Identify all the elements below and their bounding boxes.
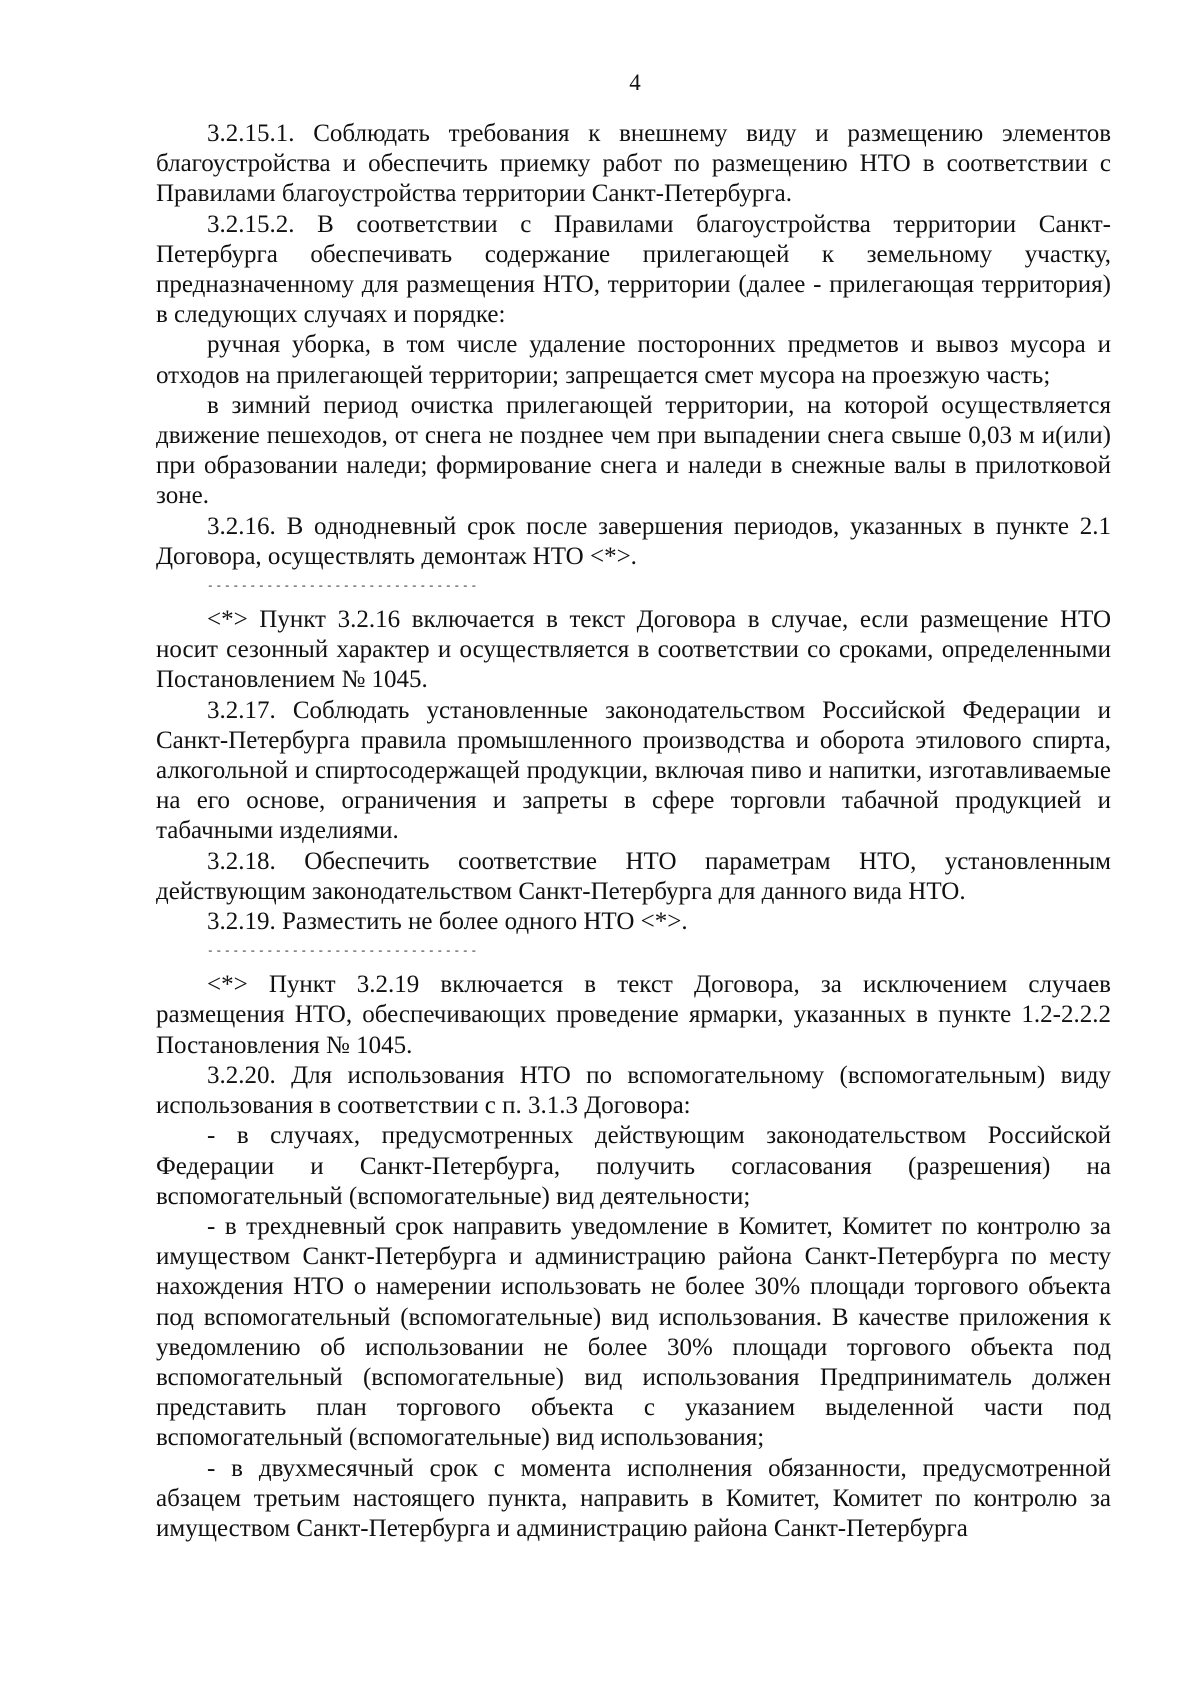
footnote-3-2-16: <*> Пункт 3.2.16 включается в текст Договора в случае, если размещение НТО носит сезонный характер и осуществляется в соответствии со сроками, определенными Постановлением № 1045. [156, 606, 1111, 694]
footnote-separator: -------------------------------- [207, 946, 480, 959]
clause-3-2-15-2-manual-cleaning: ручная уборка, в том числе удаление посторонних предметов и вывоз мусора и отходов на прилегающей территории; запрещается смет мусора на проезжую часть; [156, 331, 1111, 389]
footnote-separator: -------------------------------- [207, 581, 480, 594]
footnote-3-2-19: <*> Пункт 3.2.19 включается в текст Договора, за исключением случаев размещения НТО, обеспечивающих проведение ярмарки, указанных в пункте 1.2-2.2.2 Постановления № 1045. [156, 971, 1111, 1059]
clause-3-2-15-1: 3.2.15.1. Соблюдать требования к внешнему виду и размещению элементов благоустройства и обеспечить приемку работ по размещению НТО в соответствии с Правилами благоустройства территории Санкт-Петербурга. [156, 120, 1111, 208]
clause-3-2-20-item-two-month: - в двухмесячный срок с момента исполнения обязанности, предусмотренной абзацем третьим настоящего пункта, направить в Комитет, Комитет по контролю за имуществом Санкт-Петербурга и администрацию района Санкт-Петербурга [156, 1454, 1111, 1542]
clause-3-2-17: 3.2.17. Соблюдать установленные законодательством Российской Федерации и Санкт-Петербурга правила промышленного производства и оборота этилового спирта, алкогольной и спиртосодержащей продукции, включая пиво и напитки, изготавливаемые на его основе, ограничения и запреты в сфере торговли табачной продукцией и табачными изделиями. [156, 696, 1111, 845]
clause-3-2-20: 3.2.20. Для использования НТО по вспомогательному (вспомогательным) виду использования в соответствии с п. 3.1.3 Договора: [156, 1061, 1111, 1120]
document-body [156, 119, 1111, 1544]
clause-3-2-19: 3.2.19. Разместить не более одного НТО <*>. [207, 908, 688, 936]
clause-3-2-15-2: 3.2.15.2. В соответствии с Правилами благоустройства территории Санкт-Петербурга обеспечивать содержание прилегающей к земельному участку, предназначенному для размещения НТО, территории (далее - прилегающая территория) в следующих случаях и порядке: [156, 210, 1111, 329]
clause-3-2-20-item-notification: - в трехдневный срок направить уведомление в Комитет, Комитет по контролю за имуществом Санкт-Петербурга и администрацию района Санкт-Петербурга по месту нахождения НТО о намерении использовать не более 30% площади торгового объекта под вспомогательный (вспомогательные) вид использования. В качестве приложения к уведомлению об использовании не более 30% площади торгового объекта под вспомогательный (вспомогательные) вид использования Предприниматель должен представить план торгового объекта с указанием выделенной части под вспомогательный (вспомогательные) вид использования; [156, 1212, 1111, 1452]
clause-3-2-18: 3.2.18. Обеспечить соответствие НТО параметрам НТО, установленным действующим законодательством Санкт-Петербурга для данного вида НТО. [156, 847, 1111, 905]
page-number: 4 [629, 70, 641, 95]
clause-3-2-15-2-winter-cleaning: в зимний период очистка прилегающей территории, на которой осуществляется движение пешеходов, от снега не позднее чем при выпадении снега свыше 0,03 м и(или) при образовании наледи; формирование снега и наледи в снежные валы в прилотковой зоне. [156, 391, 1111, 510]
clause-3-2-16: 3.2.16. В однодневный срок после завершения периодов, указанных в пункте 2.1 Договора, осуществлять демонтаж НТО <*>. [156, 512, 1111, 570]
clause-3-2-20-item-approvals: - в случаях, предусмотренных действующим законодательством Российской Федерации и Санкт-Петербурга, получить согласования (разрешения) на вспомогательный (вспомогательные) вид деятельности; [156, 1122, 1111, 1210]
